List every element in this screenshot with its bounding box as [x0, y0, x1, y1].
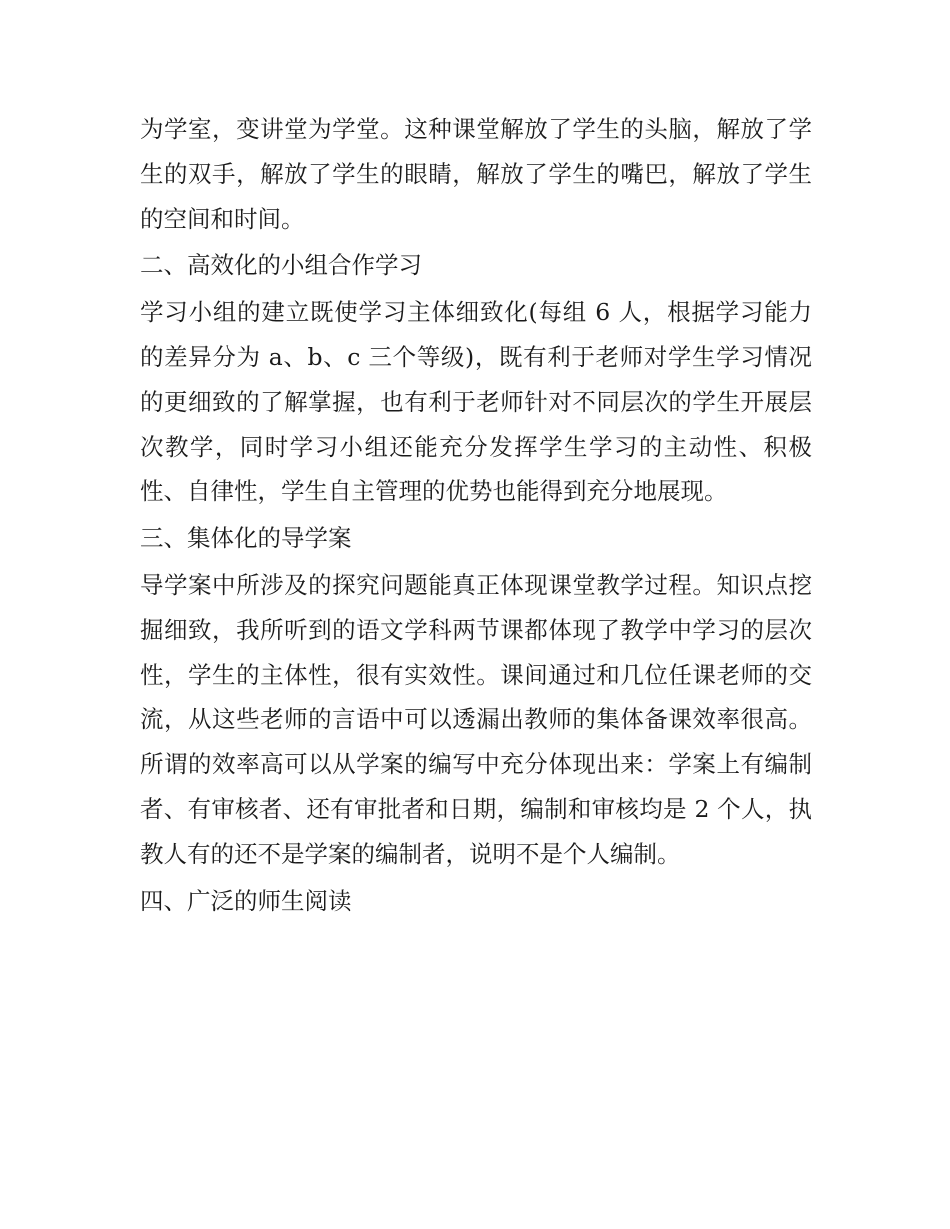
section-heading-reading: 四、广泛的师生阅读	[140, 886, 352, 915]
section-heading-group-learning: 二、高效化的小组合作学习	[140, 251, 422, 280]
section-heading-study-guide: 三、集体化的导学案	[140, 524, 352, 553]
paragraph-group-learning: 学习小组的建立既使学习主体细致化(每组 6 人，根据学习能力的差异分为 a、b、c 三个等级)，既有利于老师对学生学习情况的更细致的了解掌握，也有利于老师针对不同层次的学生开展层次教学，同时学习小组还能充分发挥学生学习的主动性、积极性、自律性，学生自主管理的优势也能得到充分地展现。	[140, 298, 812, 506]
paragraph-study-guide: 导学案中所涉及的探究问题能真正体现课堂教学过程。知识点挖掘细致，我所听到的语文学科两节课都体现了教学中学习的层次性，学生的主体性，很有实效性。课间通过和几位任课老师的交流，从这些老师的言语中可以透漏出教师的集体备课效率很高。所谓的效率高可以从学案的编写中充分体现出来：学案上有编制者、有审核者、还有审批者和日期，编制和审核均是 2 个人，执教人有的还不是学案的编制者，说明不是个人编制。	[140, 570, 812, 868]
paragraph-intro-continuation: 为学室，变讲堂为学堂。这种课堂解放了学生的头脑，解放了学生的双手，解放了学生的眼睛，解放了学生的嘴巴，解放了学生的空间和时间。	[140, 115, 812, 233]
document-body	[140, 107, 812, 925]
